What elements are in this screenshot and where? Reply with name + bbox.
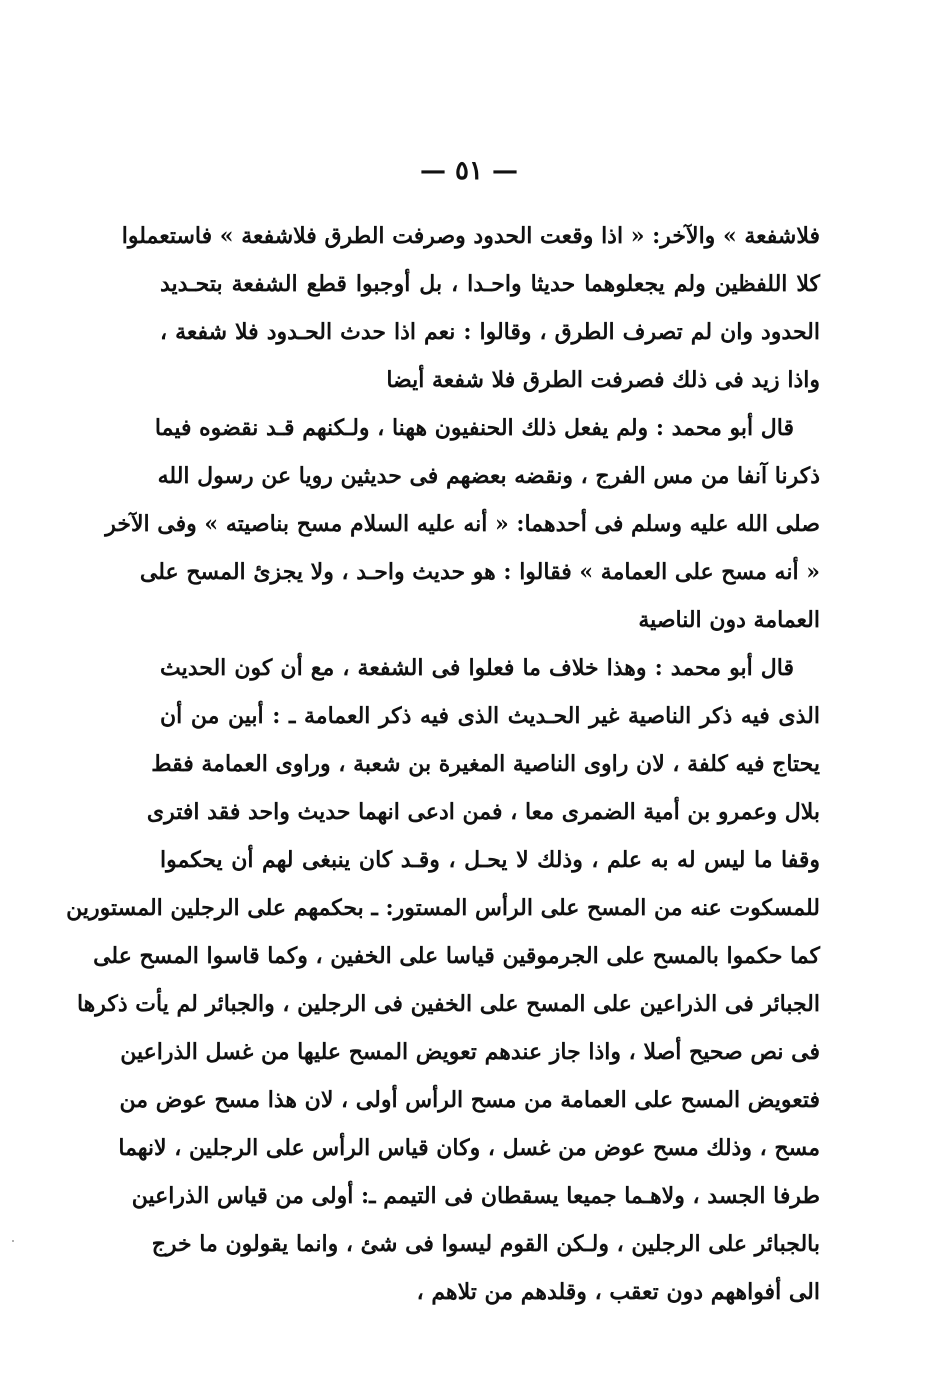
text-line: الى أفواههم دون تعقب ، وقلدهم من تلاهم ،	[416, 1279, 820, 1305]
text-line: فلاشفعة » والآخر: « اذا وقعت الحدود وصرفت الطرق فلاشفعة » فاستعملوا	[121, 223, 820, 249]
text-line: واذا زيد فى ذلك فصرفت الطرق فلا شفعة أيضا	[386, 367, 820, 393]
text-line: فى نص صحيح أصلا ، واذا جاز عندهم تعويض المسح عليها من غسل الذراعين	[120, 1039, 820, 1065]
text-line: ذكرنا آنفا من مس الفرج ، ونقضه بعضهم فى حديثين رويا عن رسول الله	[157, 463, 820, 489]
text-line: العمامة دون الناصية	[638, 607, 820, 633]
text-line: الحدود وان لم تصرف الطرق ، وقالوا : نعم اذا حدث الحـدود فلا شفعة ،	[160, 319, 820, 345]
body-text	[66, 212, 820, 1316]
text-line: قال أبو محمد : وهذا خلاف ما فعلوا فى الشفعة ، مع أن كون الحديث	[160, 655, 794, 681]
text-line: وقفا ما ليس له به علم ، وذلك لا يحـل ، وقـد كان ينبغى لهم أن يحكموا	[160, 847, 820, 873]
text-line: « أنه مسح على العمامة » فقالوا : هو حديث واحـد ، ولا يجزئ المسح على	[139, 559, 820, 585]
text-line: الذى فيه ذكر الناصية غير الحـديث الذى فيه ذكر العمامة ـ : أبين من أن	[160, 703, 820, 729]
text-line: طرفا الجسد ، ولاهـما جميعا يسقطان فى التيمم ـ: أولى من قياس الذراعين	[131, 1183, 820, 1209]
text-line: مسح ، وذلك مسح عوض من غسل ، وكان قياس الرأس على الرجلين ، لانهما	[118, 1135, 820, 1161]
text-line: بالجبائر على الرجلين ، ولـكن القوم ليسوا فى شئ ، وانما يقولون ما خرج	[151, 1231, 820, 1257]
text-line: كما حكموا بالمسح على الجرموقين قياسا على الخفين ، وكما قاسوا المسح على	[93, 943, 820, 969]
text-line: يحتاج فيه كلفة ، لان راوى الناصية المغيرة بن شعبة ، وراوى العمامة فقط	[151, 751, 820, 777]
text-line: كلا اللفظين ولم يجعلوهما حديثا واحـدا ، بل أوجبوا قطع الشفعة بتحـديد	[160, 271, 820, 297]
text-line: الجبائر فى الذراعين على المسح على الخفين فى الرجلين ، والجبائر لم يأت ذكرها	[76, 991, 820, 1017]
scan-speck	[12, 1240, 14, 1242]
text-line: قال أبو محمد : ولم يفعل ذلك الحنفيون ههنا ، ولـكنهم قـد نقضوه فيما	[154, 415, 794, 441]
page-number: — ٥١ —	[419, 156, 519, 186]
text-line: صلى الله عليه وسلم فى أحدهما: « أنه عليه السلام مسح بناصيته » وفى الآخر	[105, 511, 820, 537]
text-line: للمسكوت عنه من المسح على الرأس المستور: ـ بحكمهم على الرجلين المستورين	[66, 895, 820, 921]
text-line: بلال وعمرو بن أمية الضمرى معا ، فمن ادعى انهما حديث واحد فقد افترى	[146, 799, 820, 825]
text-line: فتعويض المسح على العمامة من مسح الرأس أولى ، لان هذا مسح عوض من	[119, 1087, 820, 1113]
